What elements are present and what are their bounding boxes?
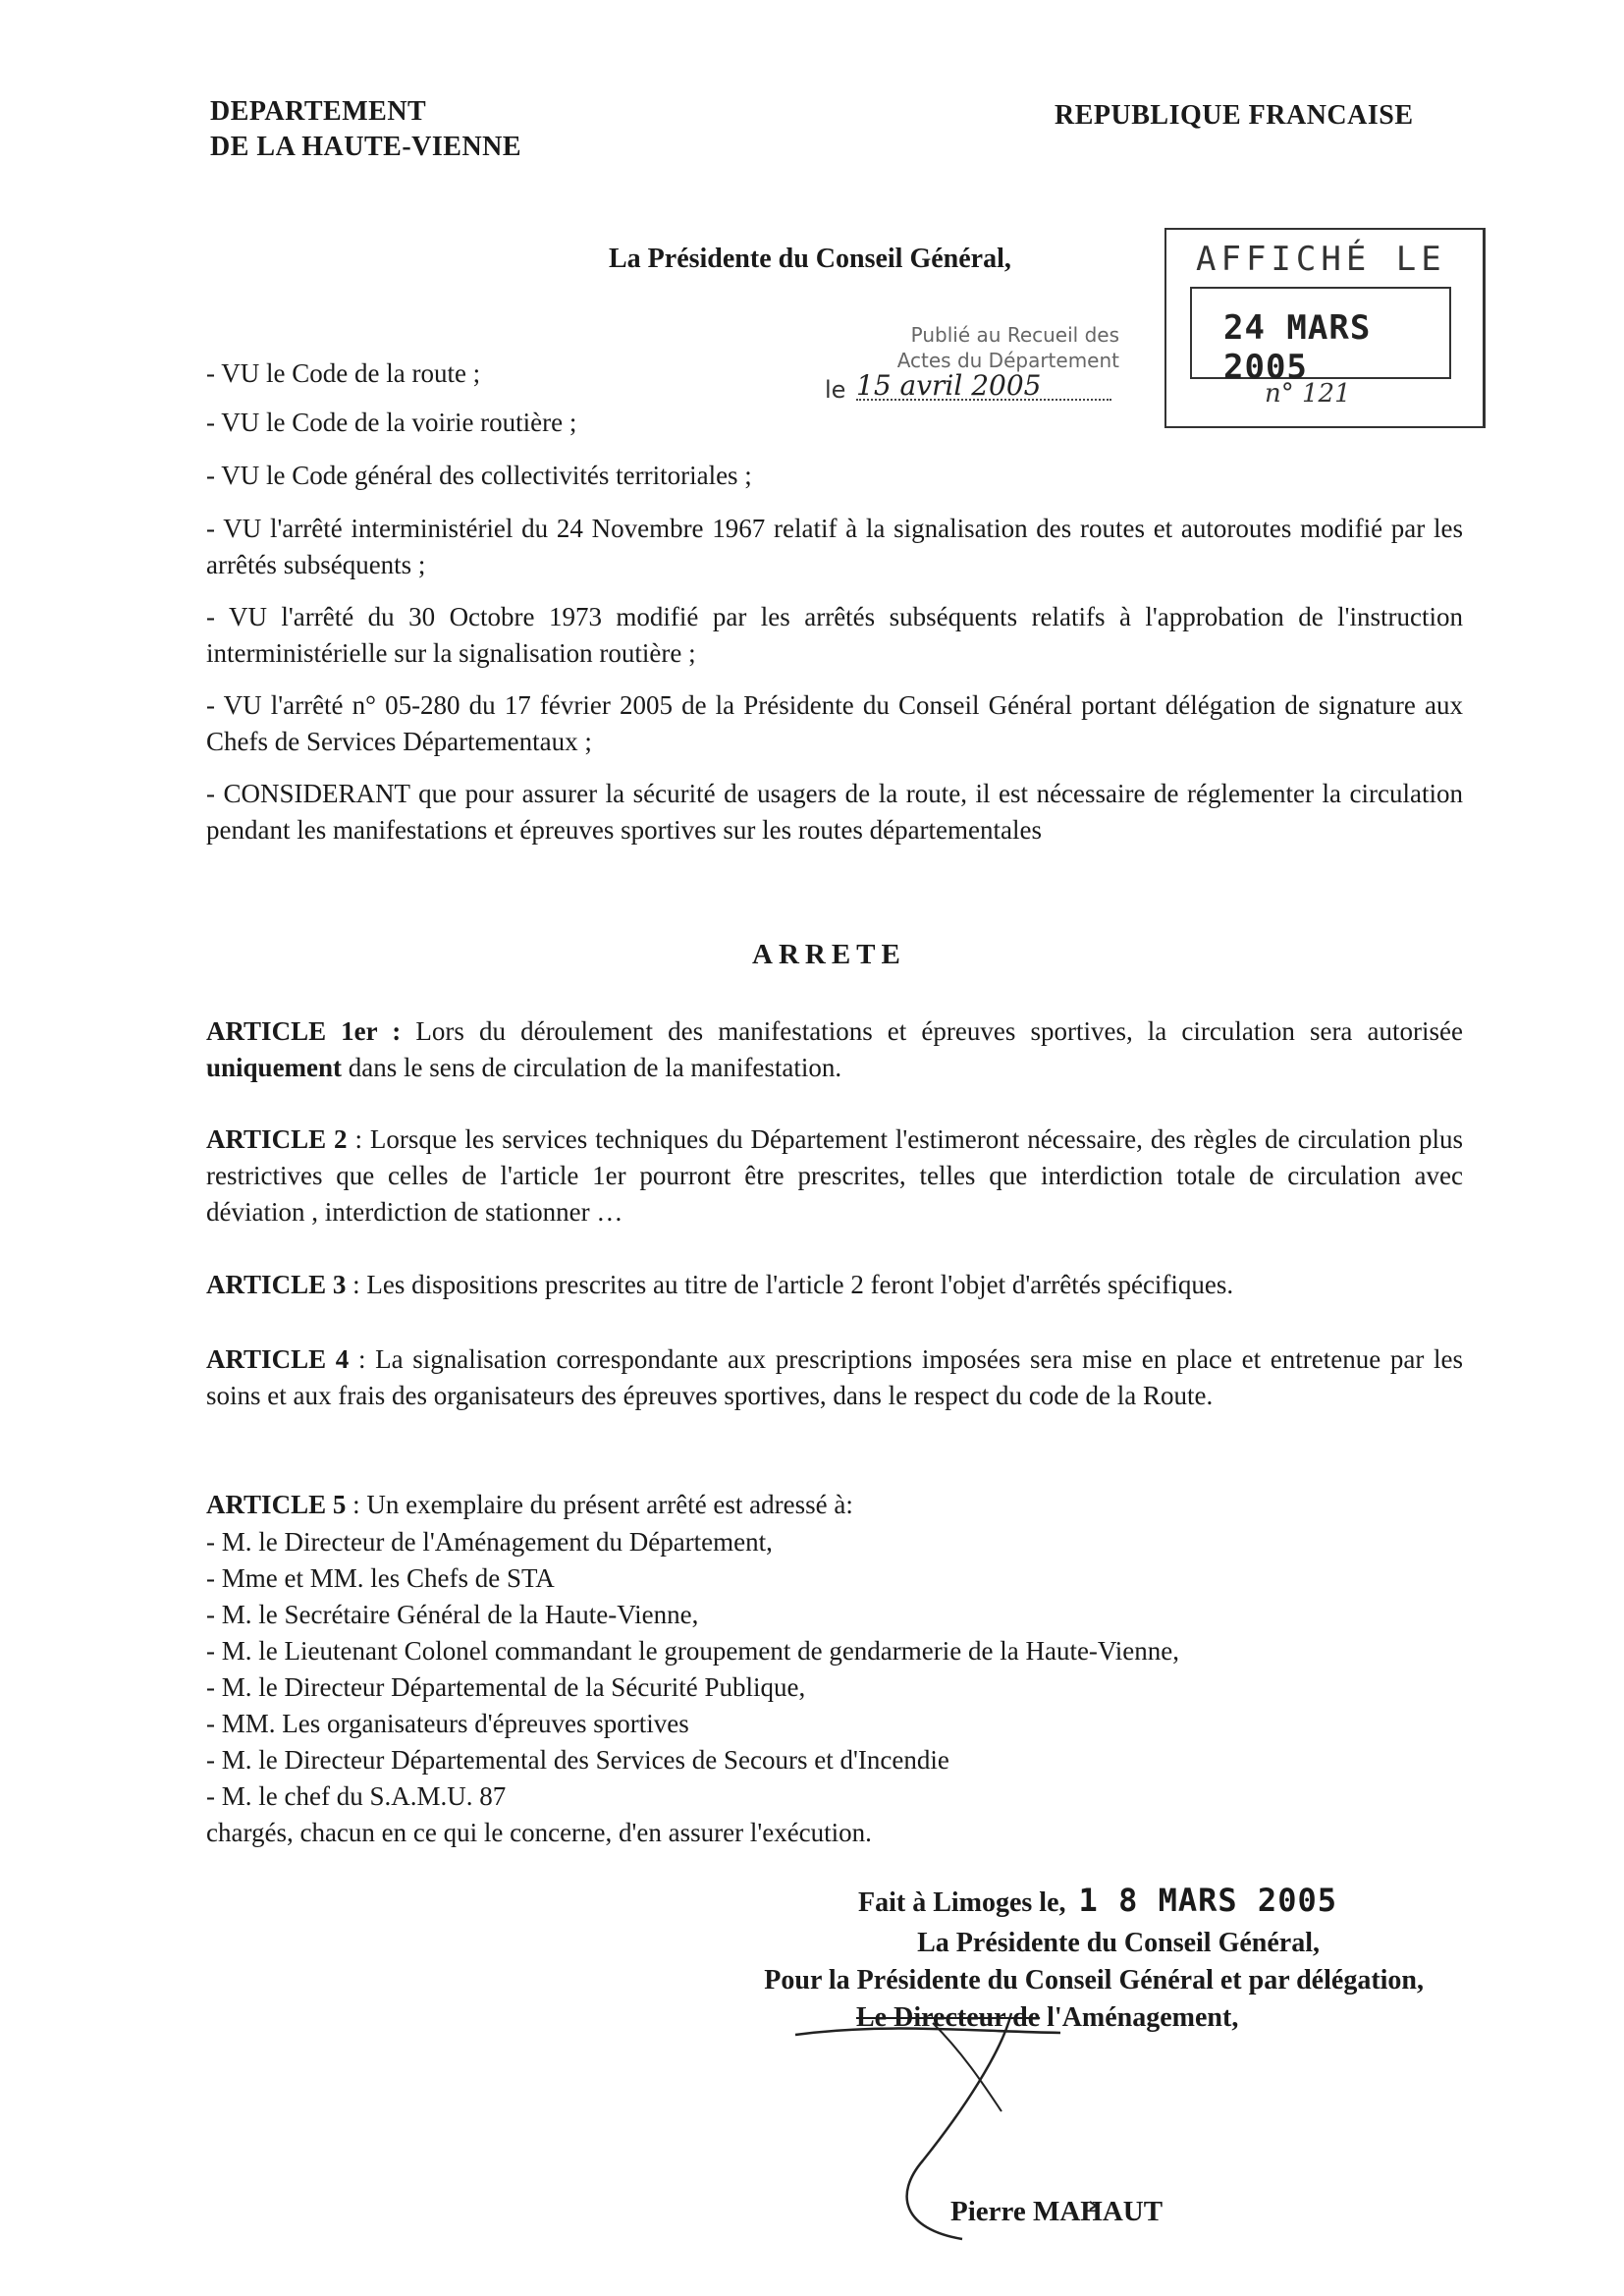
article-1-text-before: Lors du déroulement des manifestations et épreuves sportives, la circulation sera autorisée: [415, 1016, 1463, 1046]
signature-line4-rest: l'Aménagement,: [1047, 2002, 1239, 2033]
fait-a-limoges: [858, 1882, 1337, 1919]
recipient-item: - M. le chef du S.A.M.U. 87: [206, 1781, 507, 1811]
publication-stamp-line1: Publié au Recueil des: [910, 323, 1119, 347]
article-5-label: ARTICLE 5: [206, 1490, 347, 1519]
signature-struck-title: Le Directeur de: [856, 2002, 1041, 2033]
publication-stamp: [825, 322, 1119, 407]
department-line1: DEPARTEMENT: [210, 96, 427, 127]
presidente-title: La Présidente du Conseil Général,: [609, 244, 1011, 274]
vu-item-4: - VU l'arrêté interministériel du 24 Novembre 1967 relatif à la signalisation des routes et autoroutes modifié par les arrêtés subséquents ;: [206, 514, 1463, 579]
article-1-text-after: dans le sens de circulation de la manifestation.: [348, 1053, 842, 1082]
article-2-text: : Lorsque les services techniques du Département l'estimeront nécessaire, des règles de circulation plus restrictives que celles de l'article 1er pourront être prescrites, telles que interdiction totale de circulation avec déviation , interdiction de stationner …: [206, 1124, 1463, 1227]
affiche-date-box: [1190, 287, 1451, 387]
article-3-label: ARTICLE 3: [206, 1270, 347, 1299]
article-3-text: : Les dispositions prescrites au titre de l'article 2 feront l'objet d'arrêtés spécifiques.: [352, 1270, 1234, 1299]
recipient-item: - Mme et MM. les Chefs de STA: [206, 1563, 555, 1593]
affiche-stamp-title: AFFICHÉ LE: [1196, 240, 1446, 279]
vu-item-3: - VU le Code général des collectivités territoriales ;: [206, 461, 752, 490]
recipient-item: - M. le Secrétaire Général de la Haute-Vienne,: [206, 1600, 699, 1629]
publication-stamp-le: le: [825, 376, 846, 404]
signature-stamp-date: 1 8 MARS 2005: [1078, 1882, 1337, 1919]
vu-item-5: - VU l'arrêté du 30 Octobre 1973 modifié par les arrêtés subséquents relatifs à l'approbation de l'instruction interministérielle sur la signalisation routière ;: [206, 602, 1463, 668]
article-4: [206, 1341, 1463, 1414]
signature-line3: Pour la Présidente du Conseil Général et par délégation,: [764, 1965, 1424, 1995]
affiche-stamp: [1164, 228, 1486, 428]
vu-item-1: - VU le Code de la route ;: [206, 358, 481, 388]
article-2-label: ARTICLE 2: [206, 1124, 348, 1154]
department-line2: DE LA HAUTE-VIENNE: [210, 132, 522, 162]
affiche-date: 24 MARS 2005: [1223, 308, 1372, 387]
department-header: [210, 94, 521, 165]
recipient-list: [206, 1524, 1179, 1815]
recipient-item: - MM. Les organisateurs d'épreuves sportives: [206, 1709, 689, 1738]
arrete-heading: ARRETE: [752, 939, 906, 970]
article-1: [206, 1013, 1463, 1086]
article-5-text: : Un exemplaire du présent arrêté est adressé à:: [352, 1490, 853, 1519]
recipient-item: - M. le Directeur de l'Aménagement du Département,: [206, 1527, 773, 1557]
vu-item-6: - VU l'arrêté n° 05-280 du 17 février 2005 de la Présidente du Conseil Général portant délégation de signature aux Chefs de Services Départementaux ;: [206, 690, 1463, 756]
republic-header: REPUBLIQUE FRANCAISE: [1055, 100, 1414, 131]
publication-date-handwritten: 15 avril 2005: [856, 373, 1111, 401]
vu-item-2: - VU le Code de la voirie routière ;: [206, 408, 577, 437]
fait-a-label: Fait à Limoges le,: [858, 1887, 1066, 1918]
article-3: [206, 1267, 1463, 1303]
affiche-number: n° 121: [1265, 379, 1351, 409]
closing-line: chargés, chacun en ce qui le concerne, d'en assurer l'exécution.: [206, 1818, 872, 1847]
publication-stamp-line2: Actes du Département: [896, 349, 1119, 372]
considerant: - CONSIDERANT que pour assurer la sécurité de usagers de la route, il est nécessaire de réglementer la circulation pendant les manifestations et épreuves sportives sur les routes départementales: [206, 779, 1463, 845]
signatory-name: Pierre MAHAUT: [950, 2196, 1164, 2227]
article-4-label: ARTICLE 4: [206, 1344, 350, 1374]
article-1-label: ARTICLE 1er :: [206, 1016, 402, 1046]
article-4-text: : La signalisation correspondante aux prescriptions imposées sera mise en place et entretenue par les soins et aux frais des organisateurs des épreuves sportives, dans le respect du code de la Route.: [206, 1344, 1463, 1410]
article-2: [206, 1121, 1463, 1230]
recipient-item: - M. le Directeur Départemental de la Sécurité Publique,: [206, 1672, 806, 1702]
signature-line2: La Présidente du Conseil Général,: [917, 1928, 1320, 1958]
article-5: [206, 1487, 1463, 1523]
article-1-emphasis: uniquement: [206, 1053, 343, 1082]
recipient-item: - M. le Directeur Départemental des Services de Secours et d'Incendie: [206, 1745, 949, 1775]
recipient-item: - M. le Lieutenant Colonel commandant le groupement de gendarmerie de la Haute-Vienne,: [206, 1636, 1180, 1666]
